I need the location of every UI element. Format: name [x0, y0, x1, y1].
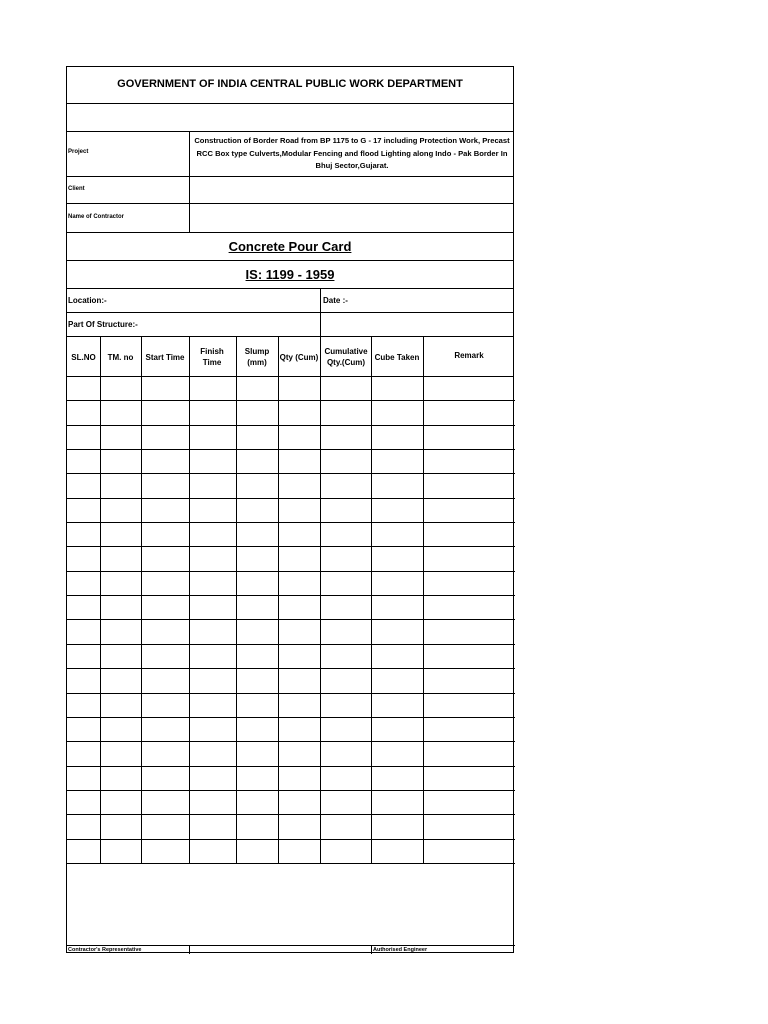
table-row[interactable]: [67, 547, 515, 571]
table-row[interactable]: [67, 474, 515, 498]
client-row: [67, 177, 513, 204]
col-header-slump: Slump (mm): [244, 347, 270, 367]
table-row[interactable]: [67, 791, 515, 815]
blank-band: [67, 104, 513, 132]
location-row: [67, 289, 513, 313]
title-band: [67, 67, 513, 104]
col-header-cumulative-qty: Cumulative Qty.(Cum): [324, 347, 368, 367]
table-row[interactable]: [67, 450, 515, 474]
col-header-cube-taken: Cube Taken: [374, 352, 420, 362]
col-header-start-time: Start Time: [145, 352, 185, 362]
table-row[interactable]: [67, 645, 515, 669]
table-row[interactable]: [67, 377, 515, 401]
date-label: Date :-: [323, 296, 348, 305]
card-title: Concrete Pour Card: [228, 239, 352, 254]
project-label: Project: [68, 149, 89, 155]
pour-log-table: [67, 337, 515, 864]
table-row[interactable]: [67, 718, 515, 742]
col-header-qty: Qty (Cum): [279, 352, 319, 362]
contractor-row: [67, 204, 513, 233]
card-title-band: [67, 233, 513, 261]
table-row[interactable]: [67, 426, 515, 450]
client-label: Client: [68, 186, 85, 192]
table-row[interactable]: [67, 596, 515, 620]
col-header-slno: SL.NO: [71, 352, 96, 362]
table-row[interactable]: [67, 621, 515, 645]
table-row[interactable]: [67, 767, 515, 791]
project-row: [67, 132, 513, 177]
structure-row: [67, 313, 513, 337]
table-row[interactable]: [67, 669, 515, 693]
table-row[interactable]: [67, 694, 515, 718]
table-row[interactable]: [67, 401, 515, 425]
page-title: GOVERNMENT OF INDIA CENTRAL PUBLIC WORK DEPARTMENT: [117, 78, 463, 90]
col-header-tm-no: TM. no: [107, 352, 134, 362]
table-row[interactable]: [67, 840, 515, 864]
location-label: Location:-: [68, 296, 107, 305]
project-value: Construction of Border Road from BP 1175 to G - 17 including Protection Work, Precast RCC Box type Culverts,Modular Fencing and flood Lighting along Indo - Pak Border In Bhuj Sector,Gujarat.: [194, 136, 510, 170]
table-row[interactable]: [67, 572, 515, 596]
table-row[interactable]: [67, 523, 515, 547]
col-header-finish-time: Finish Time: [200, 347, 224, 367]
contractor-label: Name of Contractor: [68, 214, 125, 220]
pour-card-sheet: [66, 66, 514, 953]
table-row[interactable]: [67, 815, 515, 839]
authorised-engineer-label: Authorised Engineer: [373, 947, 428, 953]
col-header-remark: Remark: [454, 350, 484, 360]
part-of-structure-label: Part Of Structure:-: [68, 320, 138, 329]
standard-band: [67, 261, 513, 289]
standard-code: IS: 1199 - 1959: [245, 267, 335, 282]
table-row[interactable]: [67, 499, 515, 523]
table-row[interactable]: [67, 742, 515, 766]
contractor-representative-label: Contractor's Representative: [68, 947, 142, 953]
